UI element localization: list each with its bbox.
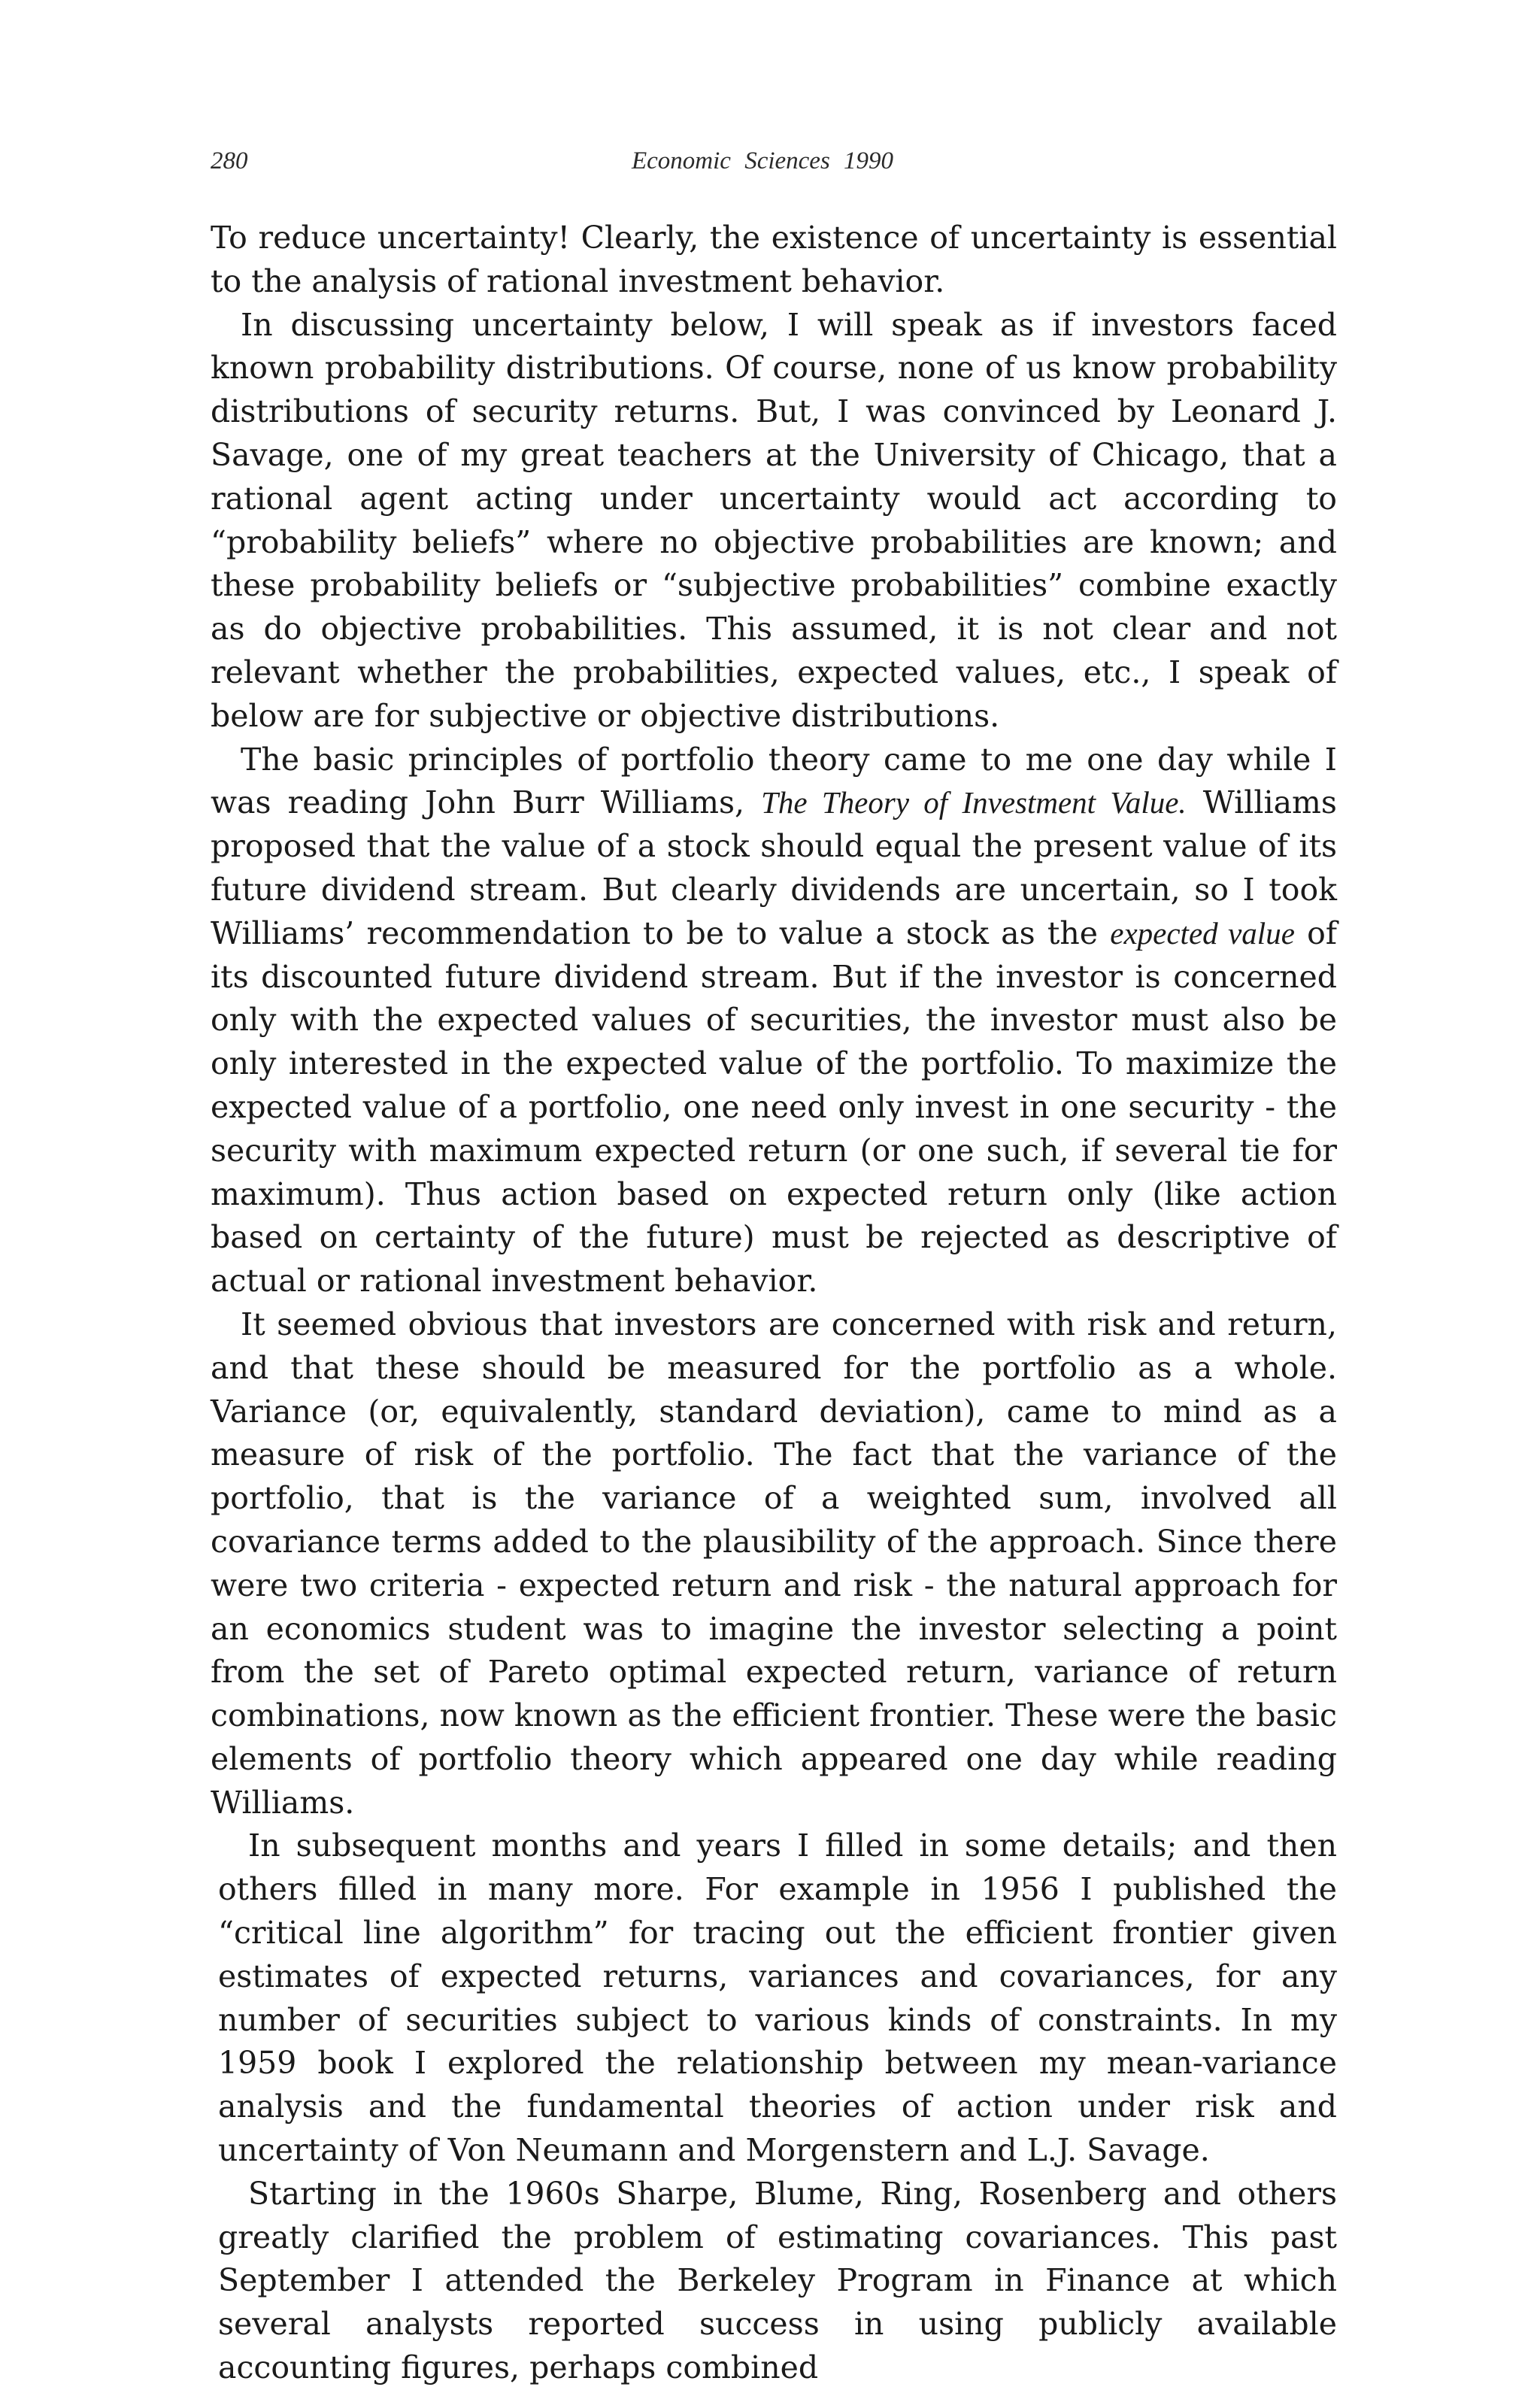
paragraph-3-text-a: The basic principles of portfolio theory came to me one day while I was reading John Burr Williams, bbox=[211, 741, 1337, 821]
paragraph-4: It seemed obvious that investors are concerned with risk and return, and that these should be measured for the portfolio as a whole. Variance (or, equivalently, standard deviation), came to mind as a measure of risk of the portfolio. The fact that the variance of the portfolio, that is the variance of a weighted sum, involved all covariance terms added to the plausibility of the approach. Since there were two criteria - expected return and risk - the natural approach for an economics student was to imagine the investor selecting a point from the set of Pareto optimal expected return, variance of return combinations, now known as the efficient frontier. These were the basic elements of portfolio theory which appeared one day while reading Williams. bbox=[211, 1306, 1337, 1821]
book-title: The Theory of Investment Value. bbox=[761, 785, 1187, 820]
paragraph-5: In subsequent months and years I filled in some details; and then others filled in many more. For example in 1956 I published the “critical line algorithm” for tracing out the efficient frontier given estimates of expected returns, variances and covariances, for any number of securities subject to various kinds of constraints. In my 1959 book I explored the relationship between my mean-variance analysis and the fundamental theories of action under risk and uncertainty of Von Neumann and Morgenstern and L.J. Savage. bbox=[218, 1827, 1337, 2169]
text-body bbox=[211, 217, 1337, 2390]
emphasis-expected-value: expected value bbox=[1110, 915, 1295, 951]
paragraph-3-text-c: of its discounted future dividend stream. But if the investor is concerned only with the expected values of securities, the investor must also be only interested in the expected value of the portfolio. To maximize the expected value of a portfolio, one need only invest in one security - the security with maximum expected return (or one such, if several tie for maximum). Thus action based on expected return only (like action based on certainty of the future) must be rejected as descriptive of actual or rational investment behavior. bbox=[211, 914, 1337, 1300]
paragraph-1: To reduce uncertainty! Clearly, the existence of uncertainty is essential to the analysis of rational investment behavior. bbox=[211, 220, 1337, 299]
paragraph-6: Starting in the 1960s Sharpe, Blume, Ring, Rosenberg and others greatly clarified the problem of estimating covariances. This past September I attended the Berkeley Program in Finance at which several analysts reported success in using publicly available accounting figures, perhaps combined bbox=[218, 2175, 1337, 2386]
page-header bbox=[211, 147, 1384, 185]
page-number: 280 bbox=[211, 147, 248, 174]
paragraph-3-text-b: Williams proposed that the value of a stock should equal the present value of its future dividend stream. But clearly dividends are uncertain, so I took Williams’ recommendation to be to value a stock as the bbox=[211, 784, 1337, 951]
paragraph-2: In discussing uncertainty below, I will speak as if investors faced known probability distributions. Of course, none of us know probability distributions of security returns. But, I was convinced by Leonard J. Savage, one of my great teachers at the University of Chicago, that a rational agent acting under uncertainty would act according to “probability beliefs” where no objective probabilities are known; and these probability beliefs or “subjective probabilities” combine exactly as do objective probabilities. This assumed, it is not clear and not relevant whether the probabilities, expected values, etc., I speak of below are for subjective or objective distributions. bbox=[211, 306, 1337, 734]
paragraph-3 bbox=[211, 739, 1337, 1303]
running-title: Economic Sciences 1990 bbox=[632, 147, 894, 174]
